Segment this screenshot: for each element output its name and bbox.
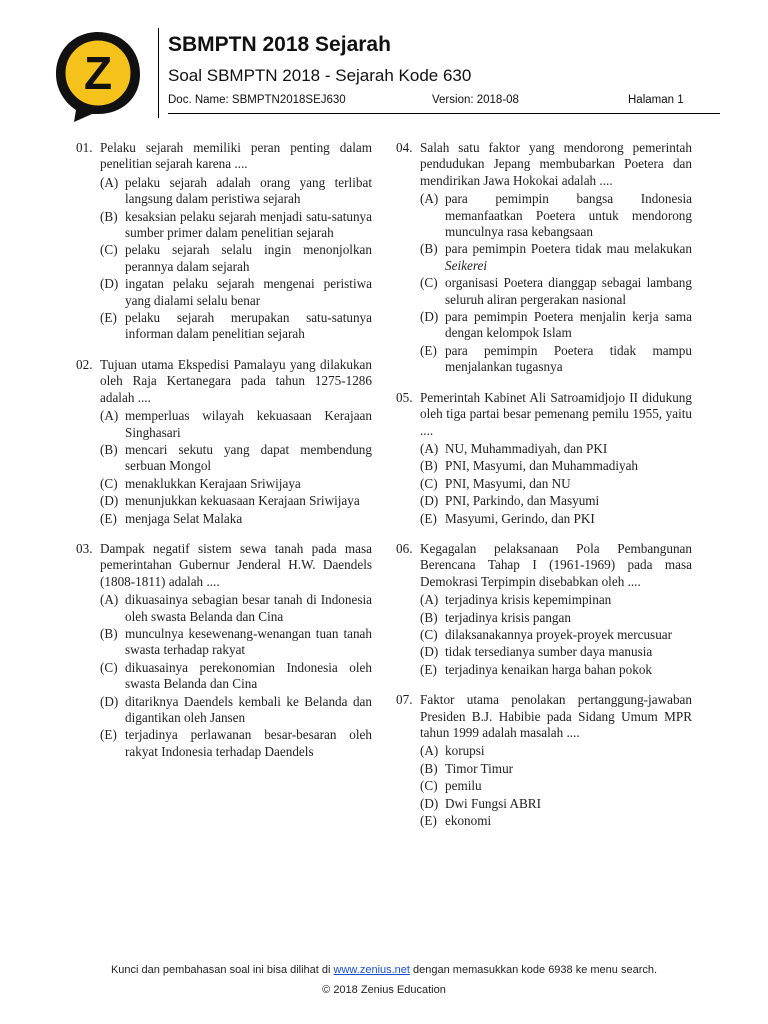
option-letter: (A) (420, 191, 439, 207)
option-letter: (D) (420, 644, 439, 660)
option-text-wrap (445, 662, 692, 678)
header-rule (168, 113, 720, 114)
option-text: dikuasainya perekonomian Indonesia oleh swasta Belanda dan Cina (125, 659, 372, 692)
document-footer (0, 960, 768, 1000)
option-item (420, 511, 692, 527)
option-text-wrap (125, 310, 372, 343)
option-text-wrap (445, 275, 692, 308)
option-item (100, 175, 372, 208)
option-letter: (B) (420, 458, 438, 474)
option-letter: (B) (100, 208, 118, 224)
option-text: menjaga Selat Malaka (125, 510, 243, 526)
option-text: menunjukkan kekuasaan Kerajaan Sriwijaya (125, 493, 360, 509)
footer-suffix: dengan memasukkan kode 6938 ke menu search. (413, 964, 658, 976)
option-item (100, 511, 372, 527)
option-text: tidak tersedianya sumber daya manusia (445, 644, 653, 660)
question-item (396, 140, 692, 376)
option-text-wrap (125, 626, 372, 659)
option-text: korupsi (445, 743, 485, 759)
question-text: Tujuan utama Ekspedisi Pamalayu yang dilakukan oleh Raja Kertanegara pada tahun 1275-1286 adalah .... (100, 356, 372, 405)
footer-prefix: Kunci dan pembahasan soal ini bisa dilihat di (110, 964, 331, 976)
option-text-wrap (445, 627, 692, 643)
option-letter: (A) (100, 408, 119, 424)
option-letter: (A) (420, 440, 439, 456)
option-letter: (A) (100, 174, 119, 190)
option-text-wrap (125, 442, 372, 475)
option-item (420, 441, 692, 457)
option-item (100, 660, 372, 693)
option-item (100, 626, 372, 659)
option-text: para pemimpin Poetera menjalin kerja sama dengan kelompok Islam (445, 309, 692, 341)
option-text: pelaku sejarah selalu ingin menonjolkan perannya dalam sejarah (125, 242, 372, 274)
option-text: organisasi Poetera dianggap sebagai lambang seluruh aliran pergerakan nasional (445, 275, 692, 307)
question-head (76, 140, 372, 173)
question-text: Salah satu faktor yang mendorong pemerintah pendudukan Jepang membubarkan Poetera dan mendirikan Jawa Hokokai adalah .... (420, 140, 692, 188)
option-text: memperluas wilayah kekuasaan Kerajaan Singhasari (125, 408, 372, 440)
option-letter: (E) (100, 310, 117, 326)
option-item (100, 242, 372, 275)
option-letter: (E) (420, 813, 437, 829)
option-text-wrap (125, 408, 372, 441)
questions-column-right (396, 140, 692, 843)
question-item (76, 140, 372, 343)
option-text: para pemimpin Poetera tidak mampu menjalankan tugasnya (445, 342, 692, 375)
option-letter: (B) (420, 760, 438, 776)
option-text-wrap (125, 175, 372, 208)
option-letter: (D) (100, 693, 119, 709)
option-text-wrap (445, 592, 692, 608)
option-item (420, 191, 692, 240)
page-number: Halaman 1 (628, 94, 684, 106)
question-item (76, 541, 372, 760)
option-letter: (C) (100, 475, 118, 491)
option-text: dikuasainya sebagian besar tanah di Indonesia oleh swasta Belanda dan Cina (125, 592, 372, 624)
option-letter: (D) (100, 276, 119, 292)
footer-note (0, 960, 768, 980)
option-text-wrap (125, 660, 372, 693)
option-item (420, 796, 692, 812)
question-item (396, 541, 692, 678)
option-item (420, 343, 692, 376)
doc-version: Version: 2018-08 (432, 94, 519, 106)
option-letter: (B) (100, 625, 118, 641)
option-letter: (C) (420, 778, 438, 794)
option-item (100, 310, 372, 343)
option-text: Masyumi, Gerindo, dan PKI (445, 510, 595, 526)
option-text: Dwi Fungsi ABRI (445, 795, 541, 811)
option-text-wrap (445, 309, 692, 342)
option-letter: (E) (420, 342, 437, 358)
question-head (76, 357, 372, 406)
option-letter: (D) (100, 493, 119, 509)
zenius-logo (52, 28, 144, 124)
option-item (420, 778, 692, 794)
question-text: Kegagalan pelaksanaan Pola Pembangunan Berencana Tahap I (1961-1969) pada masa Demokrasi Terpimpin disebabkan oleh .... (420, 540, 692, 589)
option-item (420, 610, 692, 626)
option-text: pemilu (445, 778, 482, 794)
header-divider (158, 28, 159, 118)
option-letter: (C) (420, 475, 438, 491)
option-text-wrap (445, 778, 692, 794)
option-letter: (A) (420, 592, 439, 608)
option-letter: (C) (100, 659, 118, 675)
option-item (420, 761, 692, 777)
question-text: Dampak negatif sistem sewa tanah pada masa pemerintahan Gubernur Jenderal H.W. Daendels (1808-1811) adalah .... (100, 540, 372, 589)
options-list (100, 408, 372, 527)
question-text: Pemerintah Kabinet Ali Satroamidjojo II didukung oleh tiga partai besar pemenang pemilu 1955, yaitu .... (420, 389, 692, 438)
option-text: terjadinya krisis kepemimpinan (445, 592, 612, 608)
option-letter: (D) (420, 795, 439, 811)
option-item (420, 275, 692, 308)
option-letter: (C) (100, 242, 118, 258)
option-text: terjadinya perlawanan besar-besaran oleh rakyat Indonesia terhadap Daendels (125, 727, 372, 759)
option-item (420, 493, 692, 509)
option-text: dilaksanakannya proyek-proyek mercusuar (445, 626, 673, 642)
option-italic-term: Seikerei (445, 257, 487, 273)
option-item (100, 592, 372, 625)
copyright: © 2018 Zenius Education (322, 984, 446, 996)
option-text: kesaksian pelaku sejarah menjadi satu-satunya sumber primer dalam penelitian sejarah (125, 208, 372, 241)
option-item (420, 813, 692, 829)
question-number: 06. (396, 540, 413, 556)
option-letter: (B) (100, 441, 118, 457)
option-text-wrap (445, 610, 692, 626)
options-list (420, 191, 692, 375)
option-item (420, 644, 692, 660)
options-list (100, 175, 372, 343)
option-text-wrap (445, 511, 692, 527)
option-text-wrap (445, 458, 692, 474)
option-text-wrap (445, 441, 692, 457)
option-text: PNI, Parkindo, dan Masyumi (445, 493, 600, 509)
option-text-wrap (445, 644, 692, 660)
question-number: 07. (396, 692, 413, 708)
option-item (420, 662, 692, 678)
doc-title: SBMPTN 2018 Sejarah (168, 33, 391, 56)
option-text: NU, Muhammadiyah, dan PKI (445, 440, 608, 456)
option-text: munculnya kesewenang-wenangan tuan tanah swasta terhadap rakyat (125, 625, 372, 658)
options-list (420, 441, 692, 527)
option-text-wrap (125, 694, 372, 727)
option-item (100, 476, 372, 492)
question-head (396, 140, 692, 189)
option-text-wrap (125, 727, 372, 760)
option-letter: (E) (100, 727, 117, 743)
option-text-wrap (445, 761, 692, 777)
option-text-wrap (445, 241, 692, 274)
logo-letter: Z (83, 47, 113, 99)
option-item (100, 276, 372, 309)
option-text: para pemimpin bangsa Indonesia memanfaatkan Poetera untuk mendorong munculnya rasa kebangsaan (445, 191, 692, 240)
option-letter: (B) (420, 241, 438, 257)
option-text-wrap (125, 242, 372, 275)
option-text-wrap (445, 743, 692, 759)
option-text: ditariknya Daendels kembali ke Belanda dan digantikan oleh Jansen (125, 693, 372, 725)
doc-subtitle: Soal SBMPTN 2018 - Sejarah Kode 630 (168, 66, 472, 85)
option-letter: (A) (100, 592, 119, 608)
question-item (396, 390, 692, 527)
option-text-wrap (445, 493, 692, 509)
option-text: PNI, Masyumi, dan NU (445, 475, 571, 491)
options-list (100, 592, 372, 760)
options-list (420, 743, 692, 829)
option-letter: (A) (420, 743, 439, 759)
option-text-wrap (125, 209, 372, 242)
document-header (0, 0, 768, 130)
option-text-wrap (445, 796, 692, 812)
option-text-wrap (445, 476, 692, 492)
option-item (100, 442, 372, 475)
option-letter: (B) (420, 609, 438, 625)
option-letter: (E) (420, 661, 437, 677)
option-item (420, 241, 692, 274)
questions-column-left (76, 140, 372, 774)
zenius-link[interactable]: www.zenius.net (333, 964, 410, 976)
question-number: 03. (76, 540, 93, 556)
option-text: menaklukkan Kerajaan Sriwijaya (125, 475, 301, 491)
option-item (420, 476, 692, 492)
option-text-wrap (125, 493, 372, 509)
option-text-wrap (125, 592, 372, 625)
option-text: terjadinya krisis pangan (445, 609, 571, 625)
question-number: 02. (76, 356, 93, 372)
option-item (100, 209, 372, 242)
option-letter: (D) (420, 309, 439, 325)
option-text-wrap (125, 276, 372, 309)
option-text: ekonomi (445, 813, 492, 829)
question-number: 04. (396, 140, 413, 155)
option-text: pelaku sejarah adalah orang yang terlibat langsung dalam peristiwa sejarah (125, 174, 372, 207)
option-text: terjadinya kenaikan harga bahan pokok (445, 661, 653, 677)
option-text-wrap (445, 191, 692, 240)
option-item (420, 592, 692, 608)
option-text-wrap (445, 813, 692, 829)
option-text: PNI, Masyumi, dan Muhammadiyah (445, 458, 639, 474)
option-item (100, 408, 372, 441)
question-head (76, 541, 372, 590)
question-head (396, 390, 692, 439)
option-letter: (E) (100, 510, 117, 526)
option-text: mencari sekutu yang dapat membendung serbuan Mongol (125, 441, 372, 474)
option-item (100, 694, 372, 727)
option-text: para pemimpin Poetera tidak mau melakukan (445, 241, 692, 257)
question-head (396, 692, 692, 741)
doc-name: Doc. Name: SBMPTN2018SEJ630 (168, 94, 346, 106)
option-item (100, 493, 372, 509)
option-text-wrap (445, 343, 692, 376)
question-item (396, 692, 692, 829)
question-number: 01. (76, 140, 93, 155)
option-letter: (D) (420, 493, 439, 509)
option-text-wrap (125, 511, 372, 527)
question-head (396, 541, 692, 590)
question-number: 05. (396, 389, 413, 405)
option-item (420, 309, 692, 342)
option-item (420, 458, 692, 474)
option-text: Timor Timur (445, 760, 514, 776)
question-text: Faktor utama penolakan pertanggung-jawaban Presiden B.J. Habibie pada Sidang Umum MPR tahun 1999 adalah masalah .... (420, 692, 692, 740)
option-letter: (C) (420, 626, 438, 642)
question-item (76, 357, 372, 527)
question-text: Pelaku sejarah memiliki peran penting dalam penelitian sejarah karena .... (100, 140, 372, 172)
option-text-wrap (125, 476, 372, 492)
option-text: ingatan pelaku sejarah mengenai peristiwa yang dialami selalu benar (125, 276, 372, 308)
option-item (420, 743, 692, 759)
option-text: pelaku sejarah merupakan satu-satunya informan dalam penelitian sejarah (125, 310, 372, 342)
option-item (100, 727, 372, 760)
option-letter: (E) (420, 510, 437, 526)
option-item (420, 627, 692, 643)
option-letter: (C) (420, 275, 438, 291)
options-list (420, 592, 692, 678)
